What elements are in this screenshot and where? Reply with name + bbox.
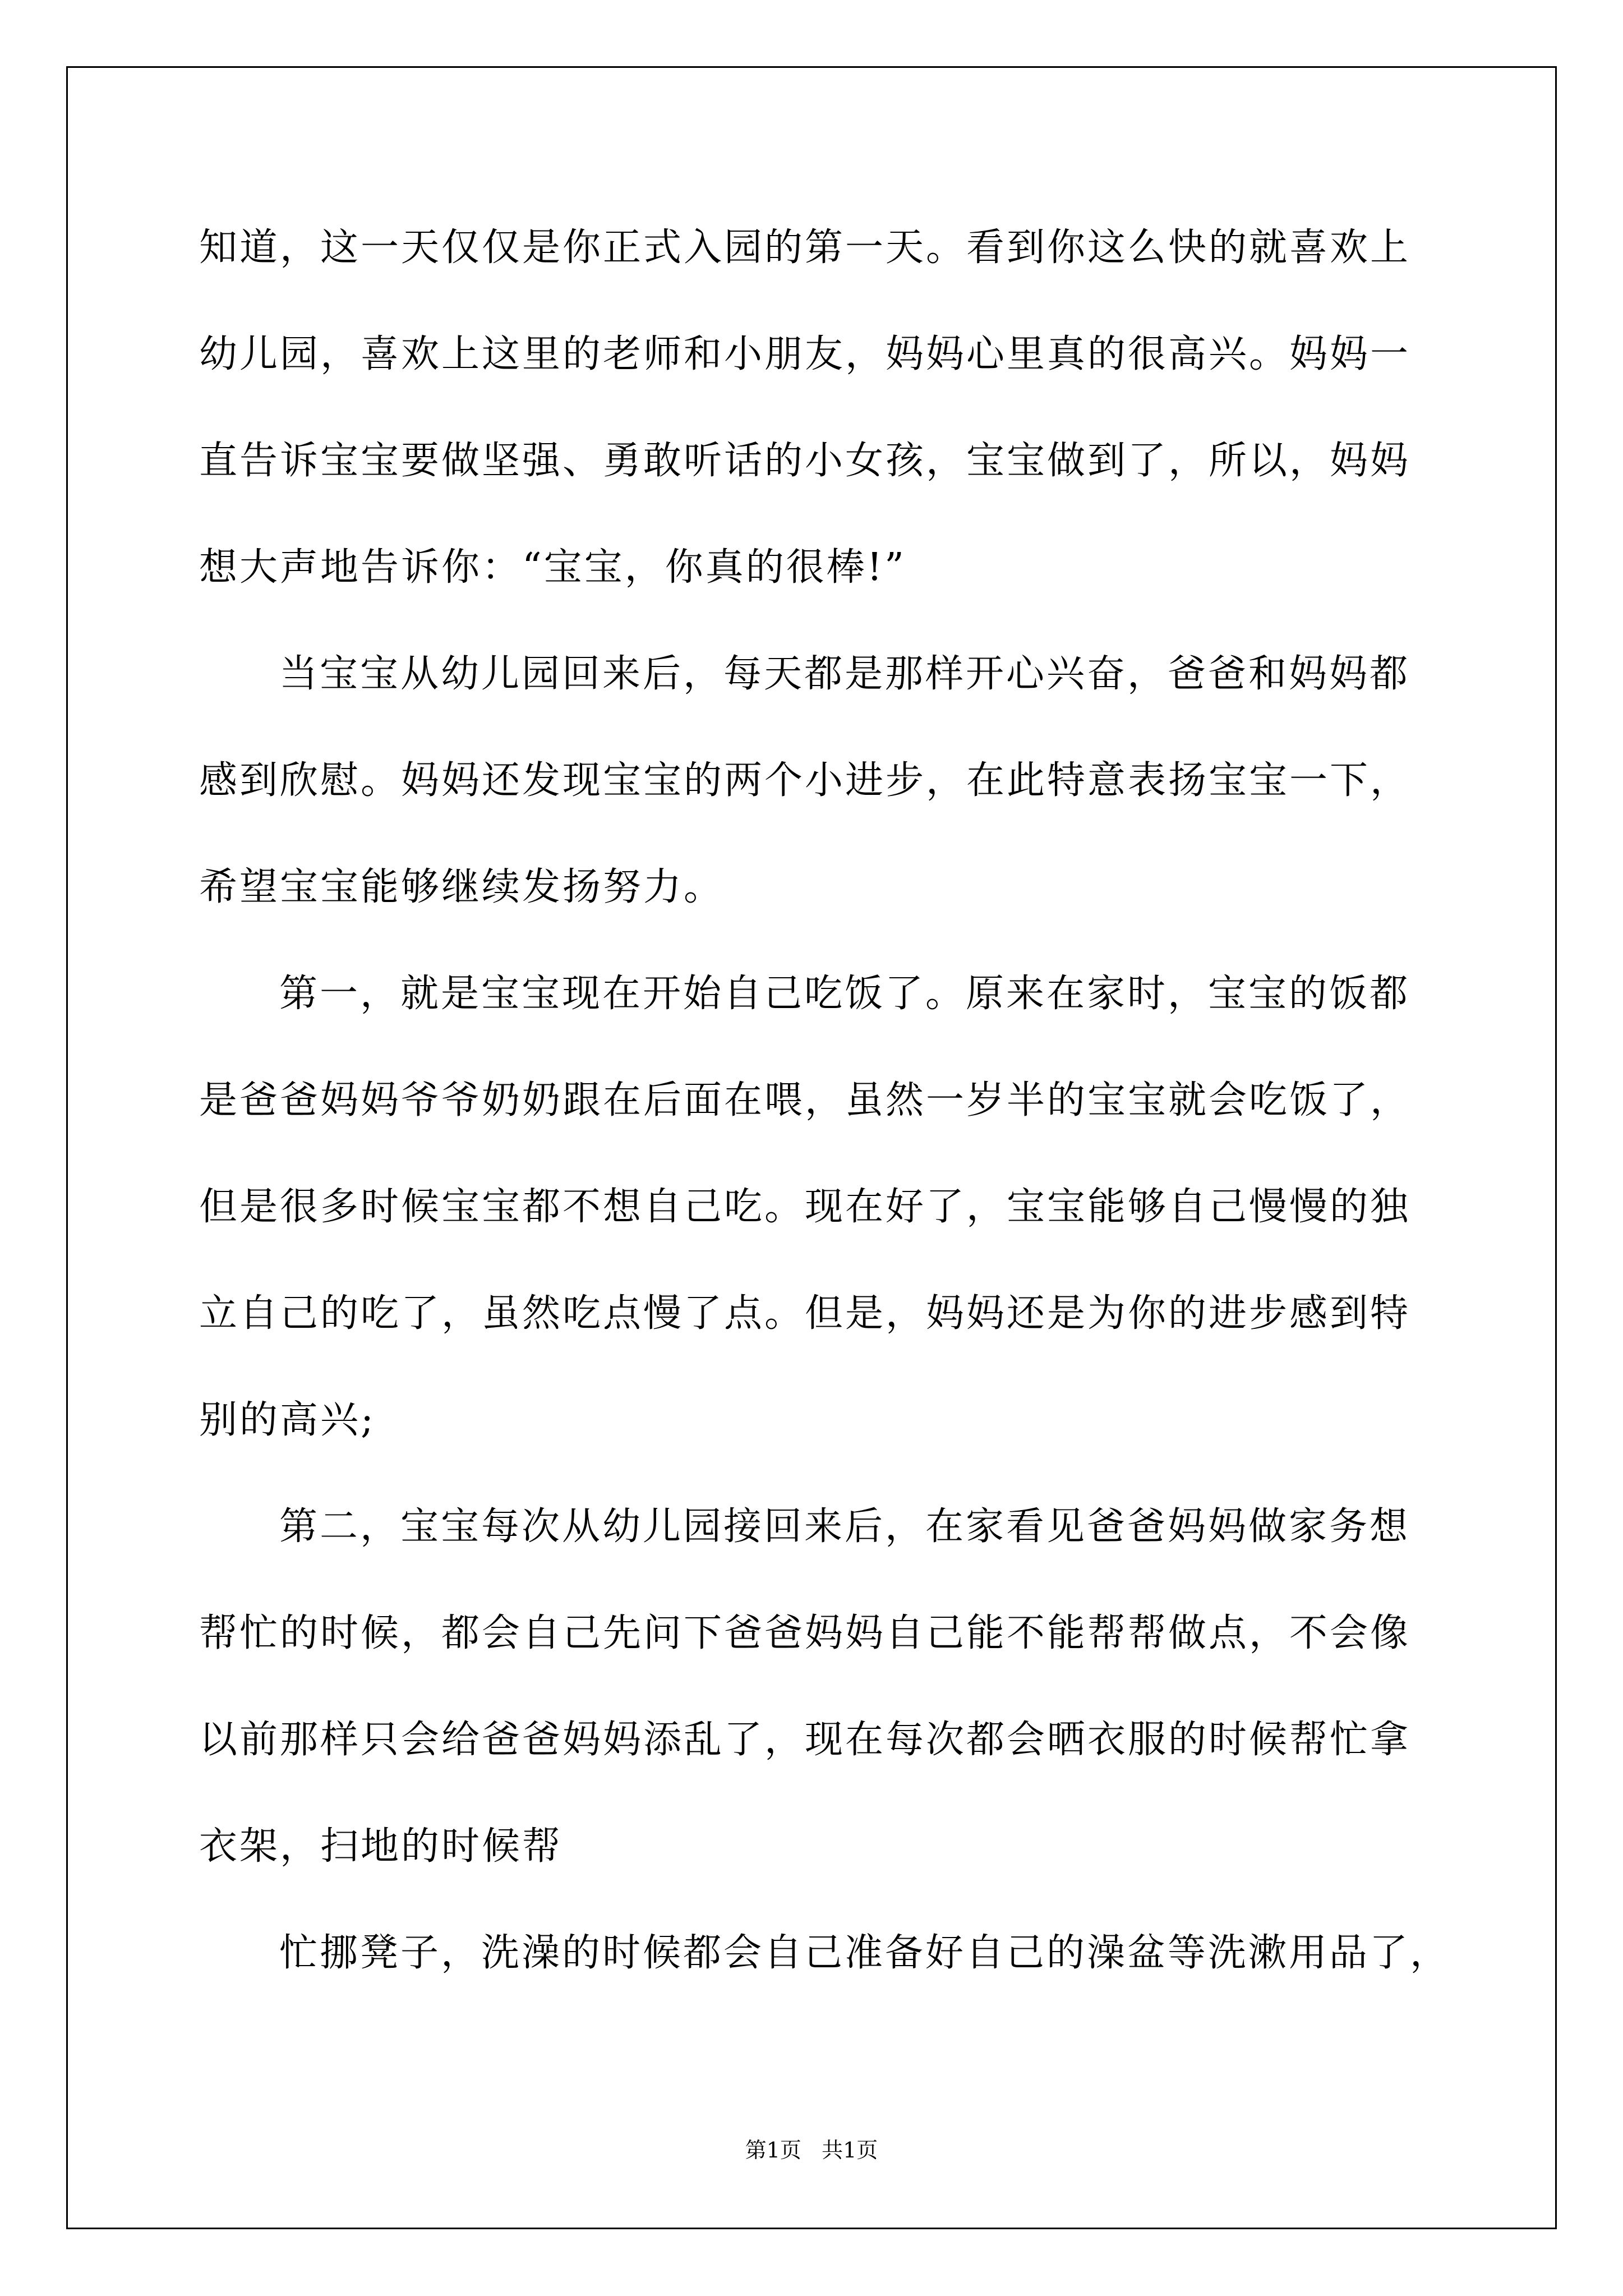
text-line: 立自己的吃了，虽然吃点慢了点。但是，妈妈还是为你的进步感到特 (199, 1291, 1411, 1336)
text-line: 以前那样只会给爸爸妈妈添乱了，现在每次都会晒衣服的时候帮忙拿 (199, 1718, 1411, 1762)
text-line: 感到欣慰。妈妈还发现宝宝的两个小进步，在此特意表扬宝宝一下， (199, 758, 1411, 803)
text-line: 衣架，扫地的时候帮 (199, 1824, 563, 1869)
text-line: 帮忙的时候，都会自己先问下爸爸妈妈自己能不能帮帮做点，不会像 (199, 1611, 1411, 1655)
page-border (66, 66, 1557, 2229)
paragraph-start-line: 第一，就是宝宝现在开始自己吃饭了。原来在家时，宝宝的饭都 (279, 972, 1410, 1016)
page-footer: 第1页 共1页 (745, 2138, 878, 2162)
paragraph-start-line: 第二，宝宝每次从幼儿园接回来后，在家看见爸爸妈妈做家务想 (279, 1504, 1410, 1549)
text-line: 幼儿园，喜欢上这里的老师和小朋友，妈妈心里真的很高兴。妈妈一 (199, 332, 1411, 376)
paragraph-start-line: 当宝宝从幼儿园回来后，每天都是那样开心兴奋，爸爸和妈妈都 (279, 652, 1410, 696)
text-line: 但是很多时候宝宝都不想自己吃。现在好了，宝宝能够自己慢慢的独 (199, 1185, 1411, 1229)
text-line: 希望宝宝能够继续发扬努力。 (199, 865, 725, 909)
text-line: 想大声地告诉你：“宝宝，你真的很棒!” (199, 545, 906, 590)
paragraph-start-line: 忙挪凳子，洗澡的时候都会自己准备好自己的澡盆等洗漱用品了， (279, 1931, 1451, 1975)
text-line: 知道，这一天仅仅是你正式入园的第一天。看到你这么快的就喜欢上 (199, 226, 1411, 270)
text-line: 别的高兴; (199, 1398, 376, 1442)
text-line: 直告诉宝宝要做坚强、勇敢听话的小女孩，宝宝做到了，所以，妈妈 (199, 439, 1411, 483)
text-line: 是爸爸妈妈爷爷奶奶跟在后面在喂，虽然一岁半的宝宝就会吃饭了， (199, 1078, 1411, 1122)
